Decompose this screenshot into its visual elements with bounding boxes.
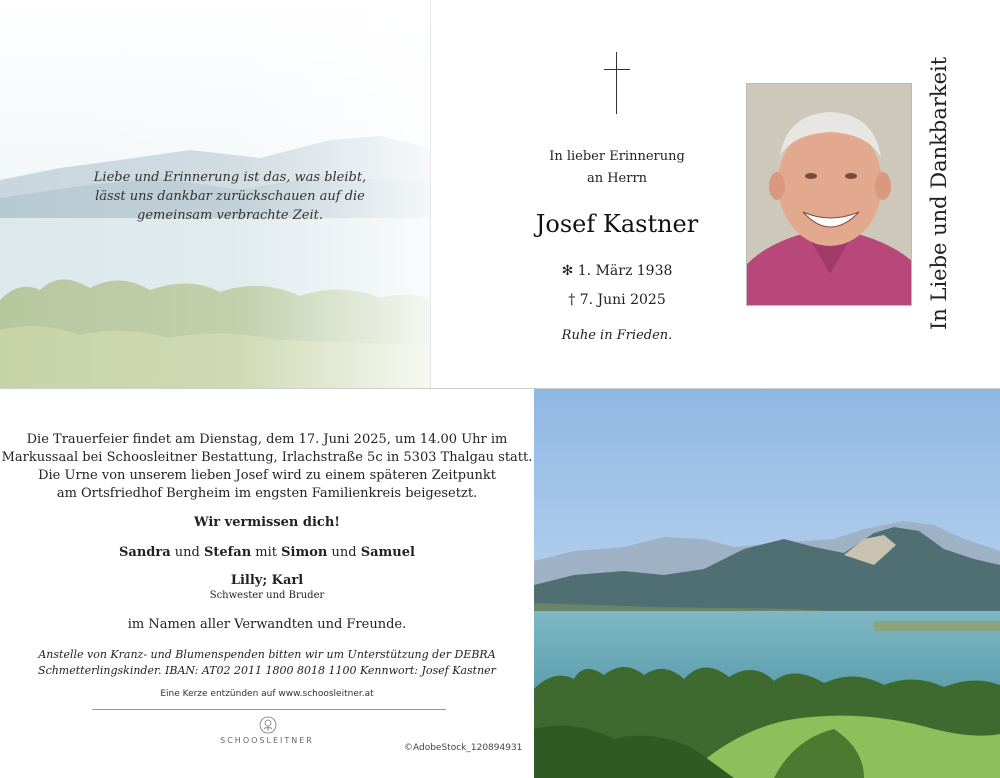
memory-line: In lieber Erinnerung: [549, 149, 685, 164]
logo-wordmark: SCHOOSLEITNER: [220, 736, 314, 745]
memory-line: an Herrn: [586, 171, 648, 186]
family-connector: mit: [255, 545, 278, 560]
info-line: Die Trauerfeier findet am Dienstag, dem 17. Juni 2025, um 14.00 Uhr im: [26, 432, 508, 447]
front-landscape-panel: [0, 0, 431, 388]
vertical-title: In Liebe und Dankbarkeit: [927, 56, 951, 330]
lake-landscape-image: [534, 389, 1000, 778]
birth-date: ✻ 1. März 1938: [561, 263, 673, 279]
cross-icon: [604, 52, 630, 114]
relatives-line: im Namen aller Verwandten und Freunde.: [127, 617, 407, 632]
family-line: [0, 545, 534, 560]
life-dates: [502, 257, 732, 315]
poem-line: gemeinsam verbrachte Zeit.: [137, 208, 323, 223]
portrait-illustration: [747, 84, 912, 306]
family-name: Stefan: [204, 545, 252, 560]
info-line: Markussaal bei Schoosleitner Bestattung, Irlachstraße 5c in 5303 Thalgau statt.: [1, 450, 533, 465]
family-name: Simon: [281, 545, 328, 560]
donation-line: Anstelle von Kranz- und Blumenspenden bitten wir um Unterstützung der DEBRA: [38, 648, 496, 661]
inside-text-panel: [0, 389, 534, 778]
family-connector: und: [331, 545, 357, 560]
info-line: am Ortsfriedhof Bergheim im engsten Familienkreis beigesetzt.: [56, 486, 478, 501]
memory-heading: [502, 146, 732, 190]
photo-credit: ©AdobeStock_120894931: [404, 743, 523, 753]
lake-landscape-panel: [534, 389, 1000, 778]
siblings-names: Lilly; Karl: [230, 573, 304, 588]
family-name: Sandra: [119, 545, 171, 560]
deceased-name: Josef Kastner: [535, 210, 699, 238]
poem-line: Liebe und Erinnerung ist das, was bleibt,: [93, 170, 367, 185]
poem-line: lässt uns dankbar zurückschauen auf die: [95, 189, 365, 204]
poem: [0, 168, 431, 225]
rose-logo-icon: [259, 716, 277, 734]
donation-note: [0, 647, 534, 679]
funeral-info: [0, 431, 534, 503]
portrait-photo: [746, 83, 912, 306]
family-name: Samuel: [360, 545, 415, 560]
divider: [92, 709, 446, 710]
family-connector: und: [174, 545, 200, 560]
miss-you-line: Wir vermissen dich!: [193, 515, 341, 530]
candle-link-text: Eine Kerze entzünden auf www.schoosleitner.at: [160, 689, 374, 699]
donation-line: Schmetterlingskinder. IBAN: AT02 2011 1800 8018 1100 Kennwort: Josef Kastner: [38, 664, 496, 677]
closing-text: Ruhe in Frieden.: [561, 328, 673, 343]
front-info-panel: [432, 0, 1000, 388]
info-line: Die Urne von unserem lieben Josef wird zu einem späteren Zeitpunkt: [38, 468, 496, 483]
death-date: † 7. Juni 2025: [568, 292, 666, 308]
siblings-relation: Schwester und Bruder: [209, 590, 325, 601]
